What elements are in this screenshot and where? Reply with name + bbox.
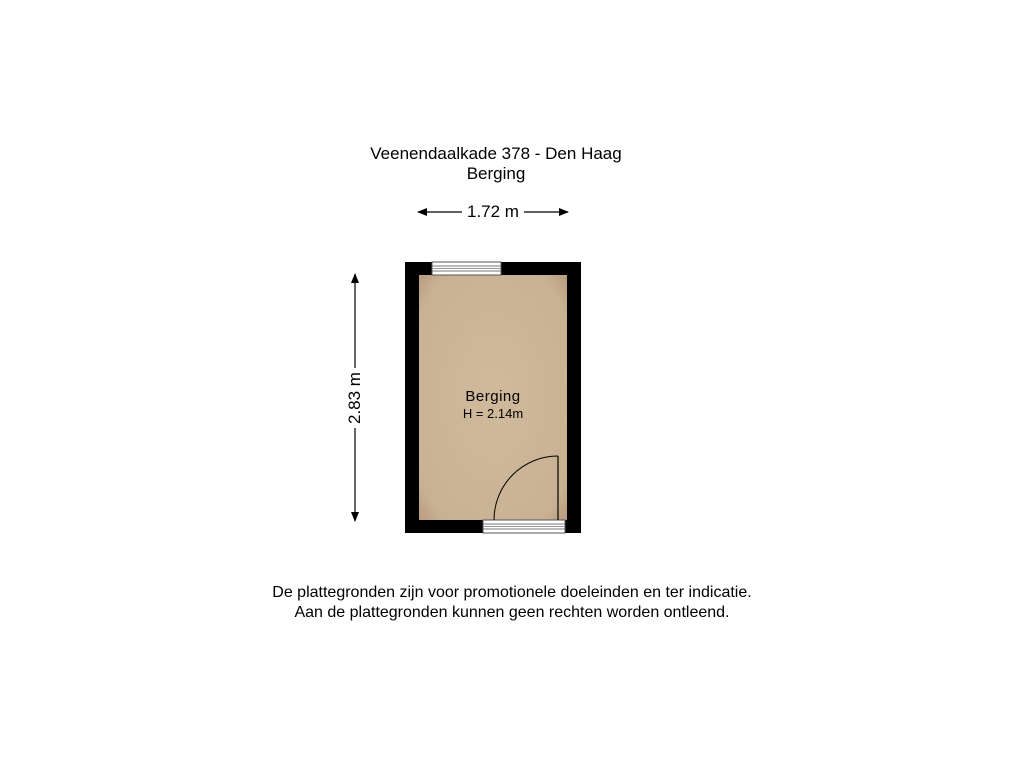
door-threshold xyxy=(483,520,565,533)
plan-title: Veenendaalkade 378 - Den Haag xyxy=(370,144,622,163)
width-dimension-label: 1.72 m xyxy=(462,202,524,222)
top-window xyxy=(432,262,501,275)
disclaimer-line-1: De plattegronden zijn voor promotionele doeleinden en ter indicatie. xyxy=(272,584,752,601)
room-name-label: Berging xyxy=(465,388,521,405)
disclaimer-line-2: Aan de plattegronden kunnen geen rechten worden ontleend. xyxy=(294,604,730,621)
plan-subtitle: Berging xyxy=(466,164,526,183)
room-height-label: H = 2.14m xyxy=(462,406,524,421)
height-dimension-label: 2.83 m xyxy=(345,368,365,428)
